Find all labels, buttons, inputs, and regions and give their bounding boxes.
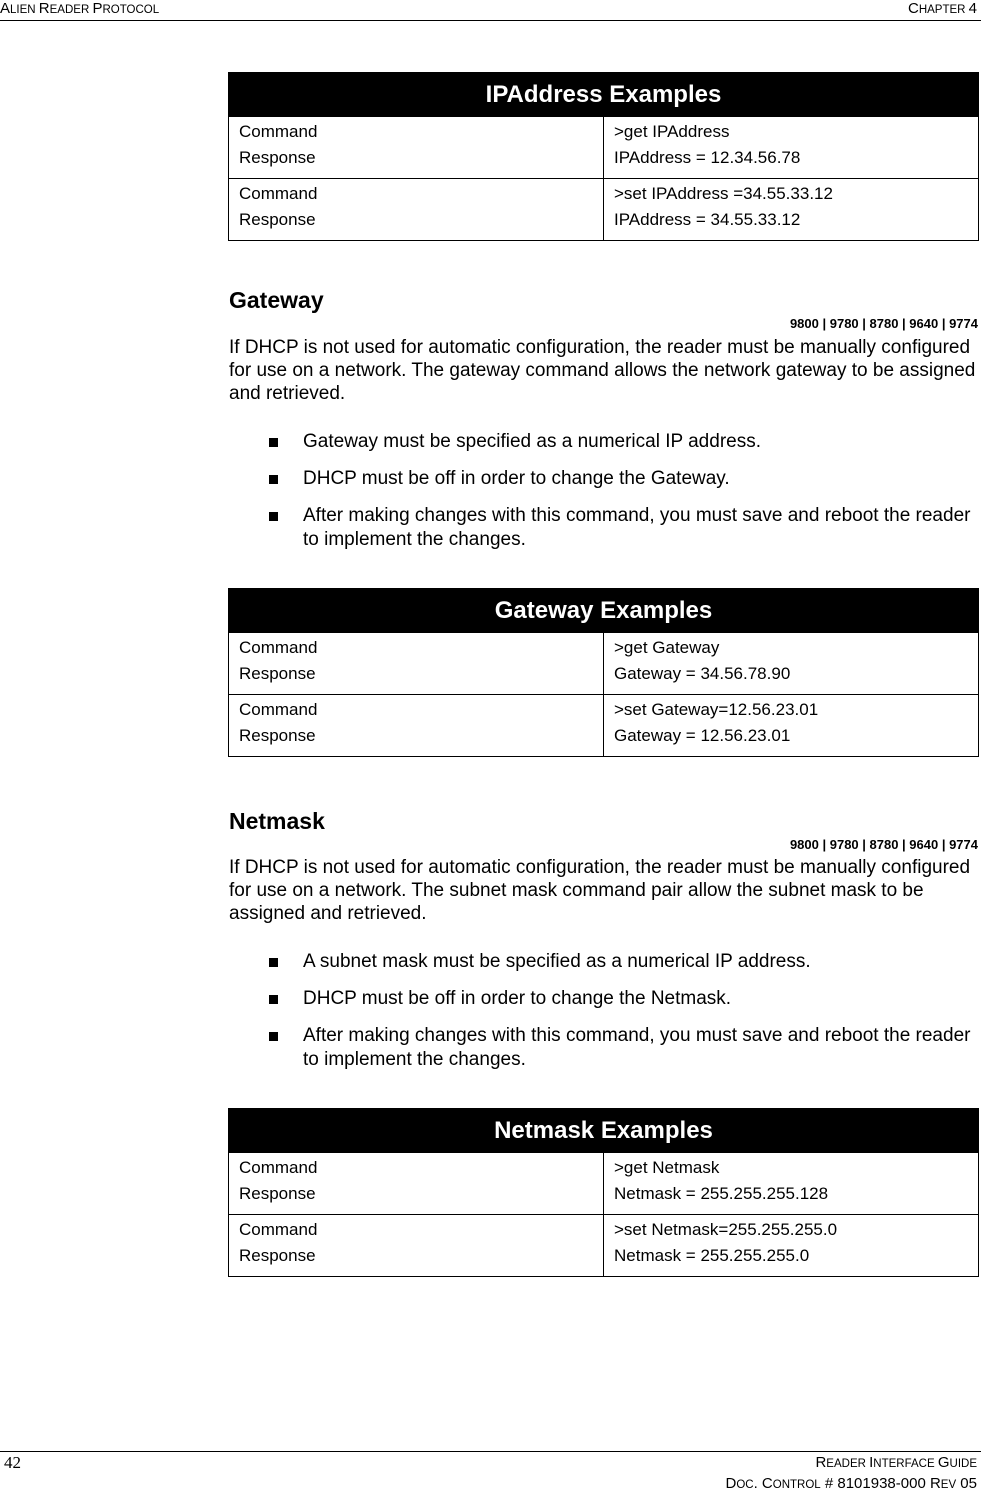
- netmask-heading: Netmask: [229, 808, 325, 834]
- square-bullet-icon: [269, 475, 278, 484]
- label-response: Response: [239, 726, 316, 745]
- netmask-bullet-list: [229, 950, 977, 1085]
- command-text: >set Gateway=12.56.23.01: [614, 700, 819, 719]
- gateway-examples-table: [228, 588, 979, 757]
- gateway-heading: Gateway: [229, 287, 324, 313]
- list-item: DHCP must be off in order to change the Gateway.: [229, 467, 977, 491]
- header-rule: [0, 20, 981, 21]
- response-text: Gateway = 34.56.78.90: [614, 664, 791, 683]
- command-text: >get Netmask: [614, 1158, 720, 1177]
- footer-doc-control: DOC. CONTROL # 8101938-000 REV 05: [725, 1475, 977, 1492]
- table-title: IPAddress Examples: [229, 73, 979, 117]
- command-text: >get Gateway: [614, 638, 720, 657]
- table-row: [229, 117, 979, 179]
- label-response: Response: [239, 148, 316, 167]
- footer-guide-title: READER INTERFACE GUIDE: [815, 1454, 977, 1471]
- square-bullet-icon: [269, 995, 278, 1004]
- response-text: IPAddress = 34.55.33.12: [614, 210, 801, 229]
- table-row: [229, 695, 979, 757]
- gateway-models: 9800 | 9780 | 8780 | 9640 | 9774: [789, 316, 978, 331]
- label-response: Response: [239, 1184, 316, 1203]
- command-text: >get IPAddress: [614, 122, 730, 141]
- table-row: [229, 179, 979, 241]
- list-item: Gateway must be specified as a numerical IP address.: [229, 430, 977, 454]
- gateway-bullet-list: [229, 430, 977, 565]
- label-command: Command: [239, 1220, 318, 1239]
- command-text: >set IPAddress =34.55.33.12: [614, 184, 833, 203]
- netmask-examples-table: [228, 1108, 979, 1277]
- table-row: [229, 1215, 979, 1277]
- label-response: Response: [239, 1246, 316, 1265]
- table-row: [229, 1153, 979, 1215]
- response-text: IPAddress = 12.34.56.78: [614, 148, 801, 167]
- table-title: Netmask Examples: [229, 1109, 979, 1153]
- square-bullet-icon: [269, 958, 278, 967]
- square-bullet-icon: [269, 512, 278, 521]
- table-row: [229, 633, 979, 695]
- netmask-description: If DHCP is not used for automatic configuration, the reader must be manually configured for use on a network. The subnet mask command pair allow the subnet mask to be assigned and retrieved.: [229, 857, 971, 924]
- command-text: >set Netmask=255.255.255.0: [614, 1220, 838, 1239]
- response-text: Netmask = 255.255.255.0: [614, 1246, 810, 1265]
- label-command: Command: [239, 700, 318, 719]
- label-response: Response: [239, 664, 316, 683]
- list-item: After making changes with this command, you must save and reboot the reader to implement the changes.: [229, 1024, 977, 1072]
- ipaddress-examples-table: [228, 72, 979, 241]
- list-item: After making changes with this command, you must save and reboot the reader to implement the changes.: [229, 504, 977, 552]
- label-response: Response: [239, 210, 316, 229]
- list-item: A subnet mask must be specified as a numerical IP address.: [229, 950, 977, 974]
- response-text: Netmask = 255.255.255.128: [614, 1184, 829, 1203]
- gateway-description: If DHCP is not used for automatic configuration, the reader must be manually configured for use on a network. The gateway command allows the network gateway to be assigned and retrieved.: [229, 337, 976, 404]
- label-command: Command: [239, 638, 318, 657]
- netmask-models: 9800 | 9780 | 8780 | 9640 | 9774: [789, 837, 978, 852]
- running-header-chapter: CHAPTER 4: [907, 0, 977, 17]
- footer-rule: [0, 1451, 981, 1452]
- square-bullet-icon: [269, 438, 278, 447]
- label-command: Command: [239, 122, 318, 141]
- response-text: Gateway = 12.56.23.01: [614, 726, 791, 745]
- table-title: Gateway Examples: [229, 589, 979, 633]
- running-header-title: ALIEN READER PROTOCOL: [0, 0, 160, 17]
- label-command: Command: [239, 184, 318, 203]
- list-item: DHCP must be off in order to change the Netmask.: [229, 987, 977, 1011]
- page-number: 42: [4, 1453, 21, 1472]
- square-bullet-icon: [269, 1032, 278, 1041]
- label-command: Command: [239, 1158, 318, 1177]
